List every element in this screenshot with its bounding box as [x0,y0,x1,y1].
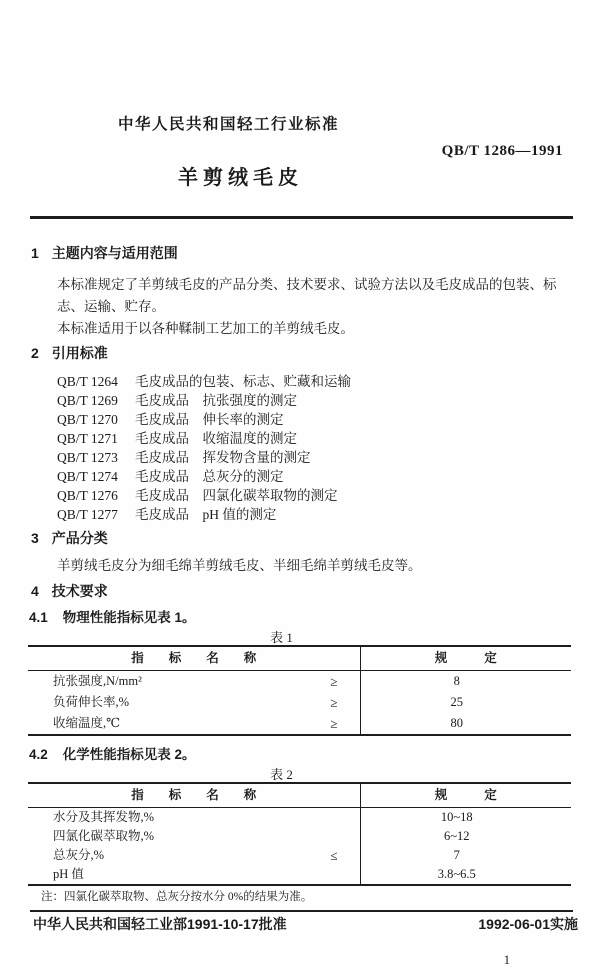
section-3-heading [31,530,600,546]
indicator-name: 四氯化碳萃取物,% [53,828,155,843]
referenced-standard-item [57,410,600,429]
ref-code: QB/T 1264 [57,373,118,389]
ref-code: QB/T 1277 [57,506,118,522]
section-2-title: 引用标准 [51,344,108,361]
section-4-1-number: 4.1 [29,609,48,625]
implementation-text: 1992-06-01实施 [478,916,578,932]
gte-symbol: ≥ [330,694,338,710]
table-2-caption: 表 2 [270,766,293,782]
footer-divider [30,910,573,913]
lte-symbol: ≤ [330,847,338,863]
ref-code: QB/T 1269 [57,392,118,408]
table-1-col1-header: 指标名称 [28,646,360,671]
indicator-value: 8 [453,673,460,688]
table-2-note: 注：四氯化碳萃取物、总灰分按水分 0%的结果为准。 [41,890,313,903]
indicator-value: 7 [453,847,460,862]
ref-name: 毛皮成品 抗张强度的测定 [135,392,297,408]
gte-symbol: ≥ [330,715,338,731]
indicator-name: 负荷伸长率,% [53,694,130,709]
header-divider [30,216,573,219]
referenced-standard-item [57,467,600,486]
section-3-title: 产品分类 [51,529,108,546]
table-1-header-row [28,646,571,671]
indicator-name: 水分及其挥发物,% [53,809,155,824]
standard-authority-line: 中华人民共和国轻工行业标准 [118,116,340,133]
section-2-number: 2 [31,344,39,361]
section-4-1-heading [29,610,600,626]
section-4-1-text: 物理性能指标见表 1。 [62,609,196,625]
table-1-col2-header: 规定 [360,646,571,671]
referenced-standard-item [57,505,600,524]
page-number: 1 [503,953,510,967]
indicator-value: 3.8~6.5 [437,866,476,881]
ref-code: QB/T 1270 [57,411,118,427]
standard-code: QB/T 1286—1991 [441,143,563,159]
indicator-name: 抗张强度,N/mm² [53,673,142,688]
indicator-name: 收缩温度,℃ [53,715,121,730]
table-2-header-row [28,783,571,808]
ref-name: 毛皮成品 总灰分的测定 [135,468,284,484]
table-row [28,670,571,692]
table-row [28,807,571,827]
table-row [28,713,571,735]
ref-code: QB/T 1274 [57,468,118,484]
section-4-2-number: 4.2 [29,746,48,762]
indicator-name: pH 值 [53,866,84,881]
ref-name: 毛皮成品 pH 值的测定 [135,506,277,522]
table-2-col2-header: 规定 [360,783,571,808]
section-1-heading [31,245,600,261]
table-2 [28,782,571,886]
ref-name: 毛皮成品 四氯化碳萃取物的测定 [135,487,338,503]
section-2-heading [31,345,600,361]
referenced-standard-item [57,372,600,391]
ref-name: 毛皮成品 挥发物含量的测定 [135,449,311,465]
section-4-title: 技术要求 [51,582,108,599]
table-1 [28,645,571,736]
ref-name: 毛皮成品的包装、标志、贮藏和运输 [135,373,351,389]
table-1-caption: 表 1 [270,629,293,645]
section-1-number: 1 [31,244,39,261]
indicator-value: 80 [450,715,463,730]
ref-name: 毛皮成品 收缩温度的测定 [135,430,297,446]
indicator-value: 10~18 [440,809,473,824]
gte-symbol: ≥ [330,673,338,689]
referenced-standard-item [57,448,600,467]
table-row [28,846,571,865]
section-4-number: 4 [31,582,39,599]
scope-line-2: 本标准适用于以各种鞣制工艺加工的羊剪绒毛皮。 [57,320,354,336]
scope-paragraph [57,274,574,340]
section-1-title: 主题内容与适用范围 [51,244,178,261]
table-2-col1-header: 指标名称 [28,783,360,808]
document-title: 羊剪绒毛皮 [178,167,303,189]
section-3-number: 3 [31,529,39,546]
approval-text: 中华人民共和国轻工业部1991-10-17批准 [33,916,287,932]
ref-name: 毛皮成品 伸长率的测定 [135,411,284,427]
scope-line-1: 本标准规定了羊剪绒毛皮的产品分类、技术要求、试验方法以及毛皮成品的包装、标志、运输、贮存。 [57,276,557,314]
indicator-name: 总灰分,% [53,847,105,862]
classification-text: 羊剪绒毛皮分为细毛绵羊剪绒毛皮、半细毛绵羊剪绒毛皮等。 [57,557,422,573]
section-4-heading [31,583,600,599]
section-4-2-text: 化学性能指标见表 2。 [62,746,196,762]
section-4-2-heading [29,747,600,763]
referenced-standard-item [57,391,600,410]
indicator-value: 25 [450,694,463,709]
referenced-standard-item [57,486,600,505]
ref-code: QB/T 1276 [57,487,118,503]
indicator-value: 6~12 [443,828,470,843]
footer [33,917,578,932]
referenced-standards-list [57,372,600,524]
referenced-standard-item [57,429,600,448]
table-row [28,827,571,846]
table-row [28,865,571,885]
ref-code: QB/T 1273 [57,449,118,465]
ref-code: QB/T 1271 [57,430,118,446]
table-row [28,692,571,713]
